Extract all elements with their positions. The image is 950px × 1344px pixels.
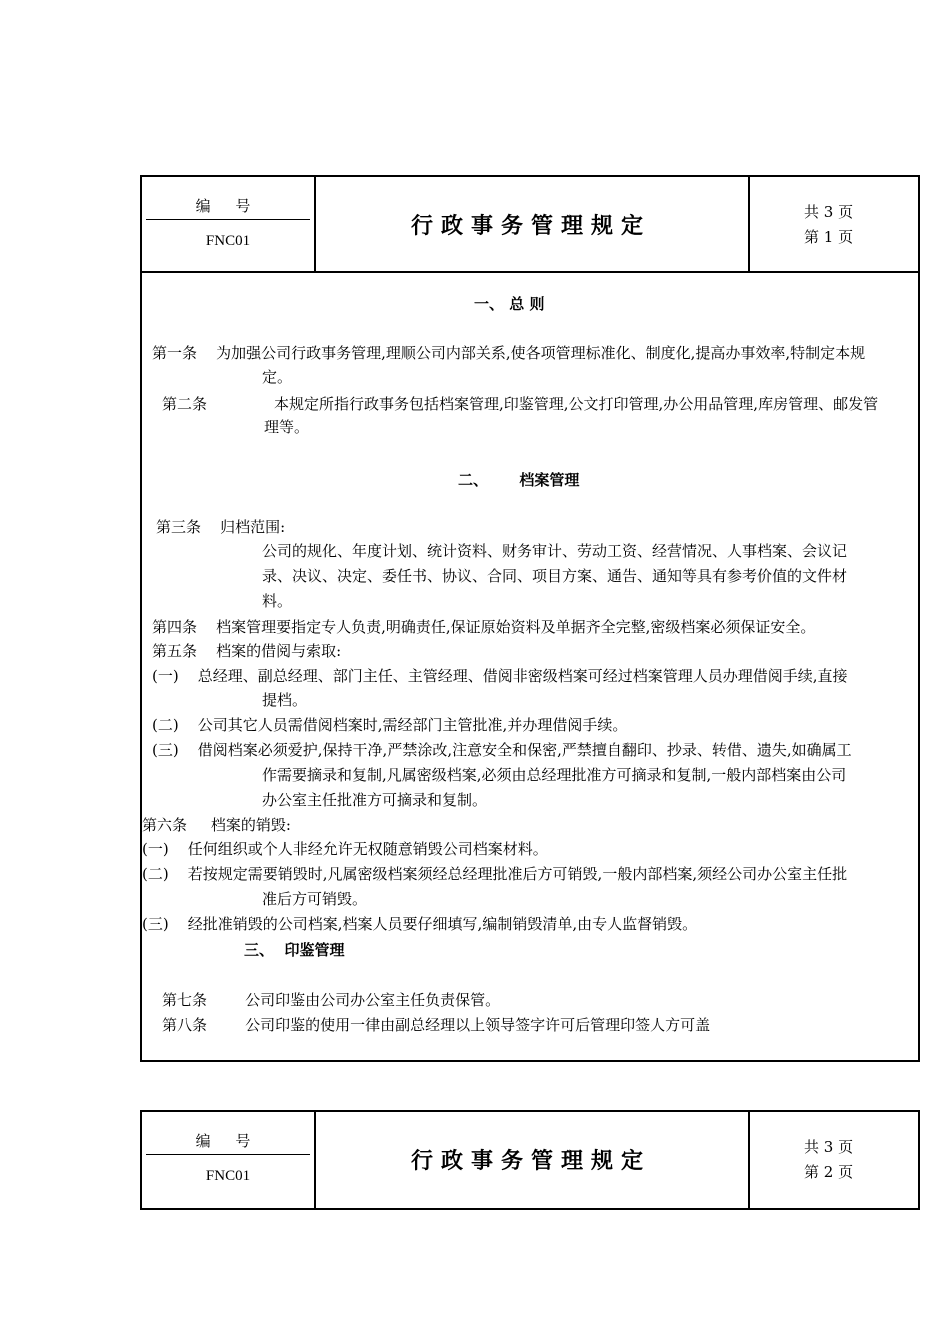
title-cell	[314, 177, 750, 271]
code-label: 编 号	[195, 1132, 261, 1150]
page-1-header	[142, 177, 918, 273]
article-6-item-2: (二) 若按规定需要销毁时,凡属密级档案须经总经理批准后方可销毁,一般内部档案,须经公司办公室主任批	[142, 865, 848, 883]
total-pages: 共 3 页	[804, 203, 854, 221]
article-2-label: 第二条	[162, 395, 208, 413]
article-3: 第三条 归档范围:	[156, 518, 286, 536]
article-7: 第七条 公司印鉴由公司办公室主任负责保管。	[162, 991, 501, 1009]
article-5-item-3-cont: 作需要摘录和复制,凡属密级档案,必须由总经理批准方可摘录和复制,一般内部档案由公司	[262, 766, 847, 784]
article-1: 第一条 为加强公司行政事务管理,理顺公司内部关系,使各项管理标准化、制度化,提高办事效率,特制定本规	[152, 344, 866, 362]
page-1-frame	[140, 175, 920, 1062]
article-5: 第五条 档案的借阅与索取:	[152, 642, 342, 660]
code-value: FNC01	[205, 233, 251, 249]
article-3-line-1: 公司的规化、年度计划、统计资料、财务审计、劳动工资、经营情况、人事档案、会议记	[262, 542, 848, 560]
article-5-item-3: (三) 借阅档案必须爱护,保持干净,严禁涂改,注意安全和保密,严禁擅自翻印、抄录、转借、遗失,如确属工	[152, 741, 852, 759]
article-2-cont: 理等。	[264, 418, 310, 436]
article-4: 第四条 档案管理要指定专人负责,明确责任,保证原始资料及单据齐全完整,密级档案必须保证安全。	[152, 618, 816, 636]
article-6-item-2-cont: 准后方可销毁。	[262, 890, 368, 908]
section-heading: 一、 总 则	[474, 295, 545, 313]
page-2-frame	[140, 1110, 920, 1210]
code-divider	[146, 219, 310, 220]
page-number: 第 1 页	[804, 228, 854, 246]
code-cell	[142, 1112, 316, 1208]
article-8: 第八条 公司印鉴的使用一律由副总经理以上领导签字许可后管理印签人方可盖	[162, 1016, 711, 1034]
article-5-item-3-cont: 办公室主任批准方可摘录和复制。	[262, 791, 488, 809]
code-cell	[142, 177, 316, 271]
page-number: 第 2 页	[804, 1163, 854, 1181]
code-divider	[146, 1154, 310, 1155]
code-value: FNC01	[205, 1168, 251, 1184]
title-cell	[314, 1112, 750, 1208]
page-count-cell	[750, 177, 918, 271]
document-title: 行政事务管理规定	[410, 213, 651, 239]
article-1-cont: 定。	[262, 368, 293, 386]
article-2: 本规定所指行政事务包括档案管理,印鉴管理,公文打印管理,办公用品管理,库房管理、邮发管	[274, 395, 879, 413]
section-heading: 三、 印鉴管理	[244, 941, 345, 959]
document-title: 行政事务管理规定	[410, 1148, 651, 1174]
page-count-cell	[750, 1112, 918, 1208]
article-3-line-3: 料。	[262, 592, 293, 610]
article-3-line-2: 录、决议、决定、委任书、协议、合同、项目方案、通告、通知等具有参考价值的文件材	[262, 567, 848, 585]
article-5-item-2: (二) 公司其它人员需借阅档案时,需经部门主管批准,并办理借阅手续。	[152, 716, 628, 734]
section-heading: 二、 档案管理	[458, 471, 580, 489]
article-6-item-1: (一) 任何组织或个人非经允许无权随意销毁公司档案材料。	[142, 840, 548, 858]
total-pages: 共 3 页	[804, 1138, 854, 1156]
article-6: 第六条 档案的销毁:	[142, 816, 291, 834]
article-5-item-1-cont: 提档。	[262, 691, 308, 709]
article-5-item-1: (一) 总经理、副总经理、部门主任、主管经理、借阅非密级档案可经过档案管理人员办理借阅手续,直接	[152, 667, 848, 685]
page-2-header	[142, 1112, 918, 1210]
code-label: 编 号	[195, 197, 261, 215]
article-6-item-3: (三) 经批准销毁的公司档案,档案人员要仔细填写,编制销毁清单,由专人监督销毁。	[142, 915, 698, 933]
